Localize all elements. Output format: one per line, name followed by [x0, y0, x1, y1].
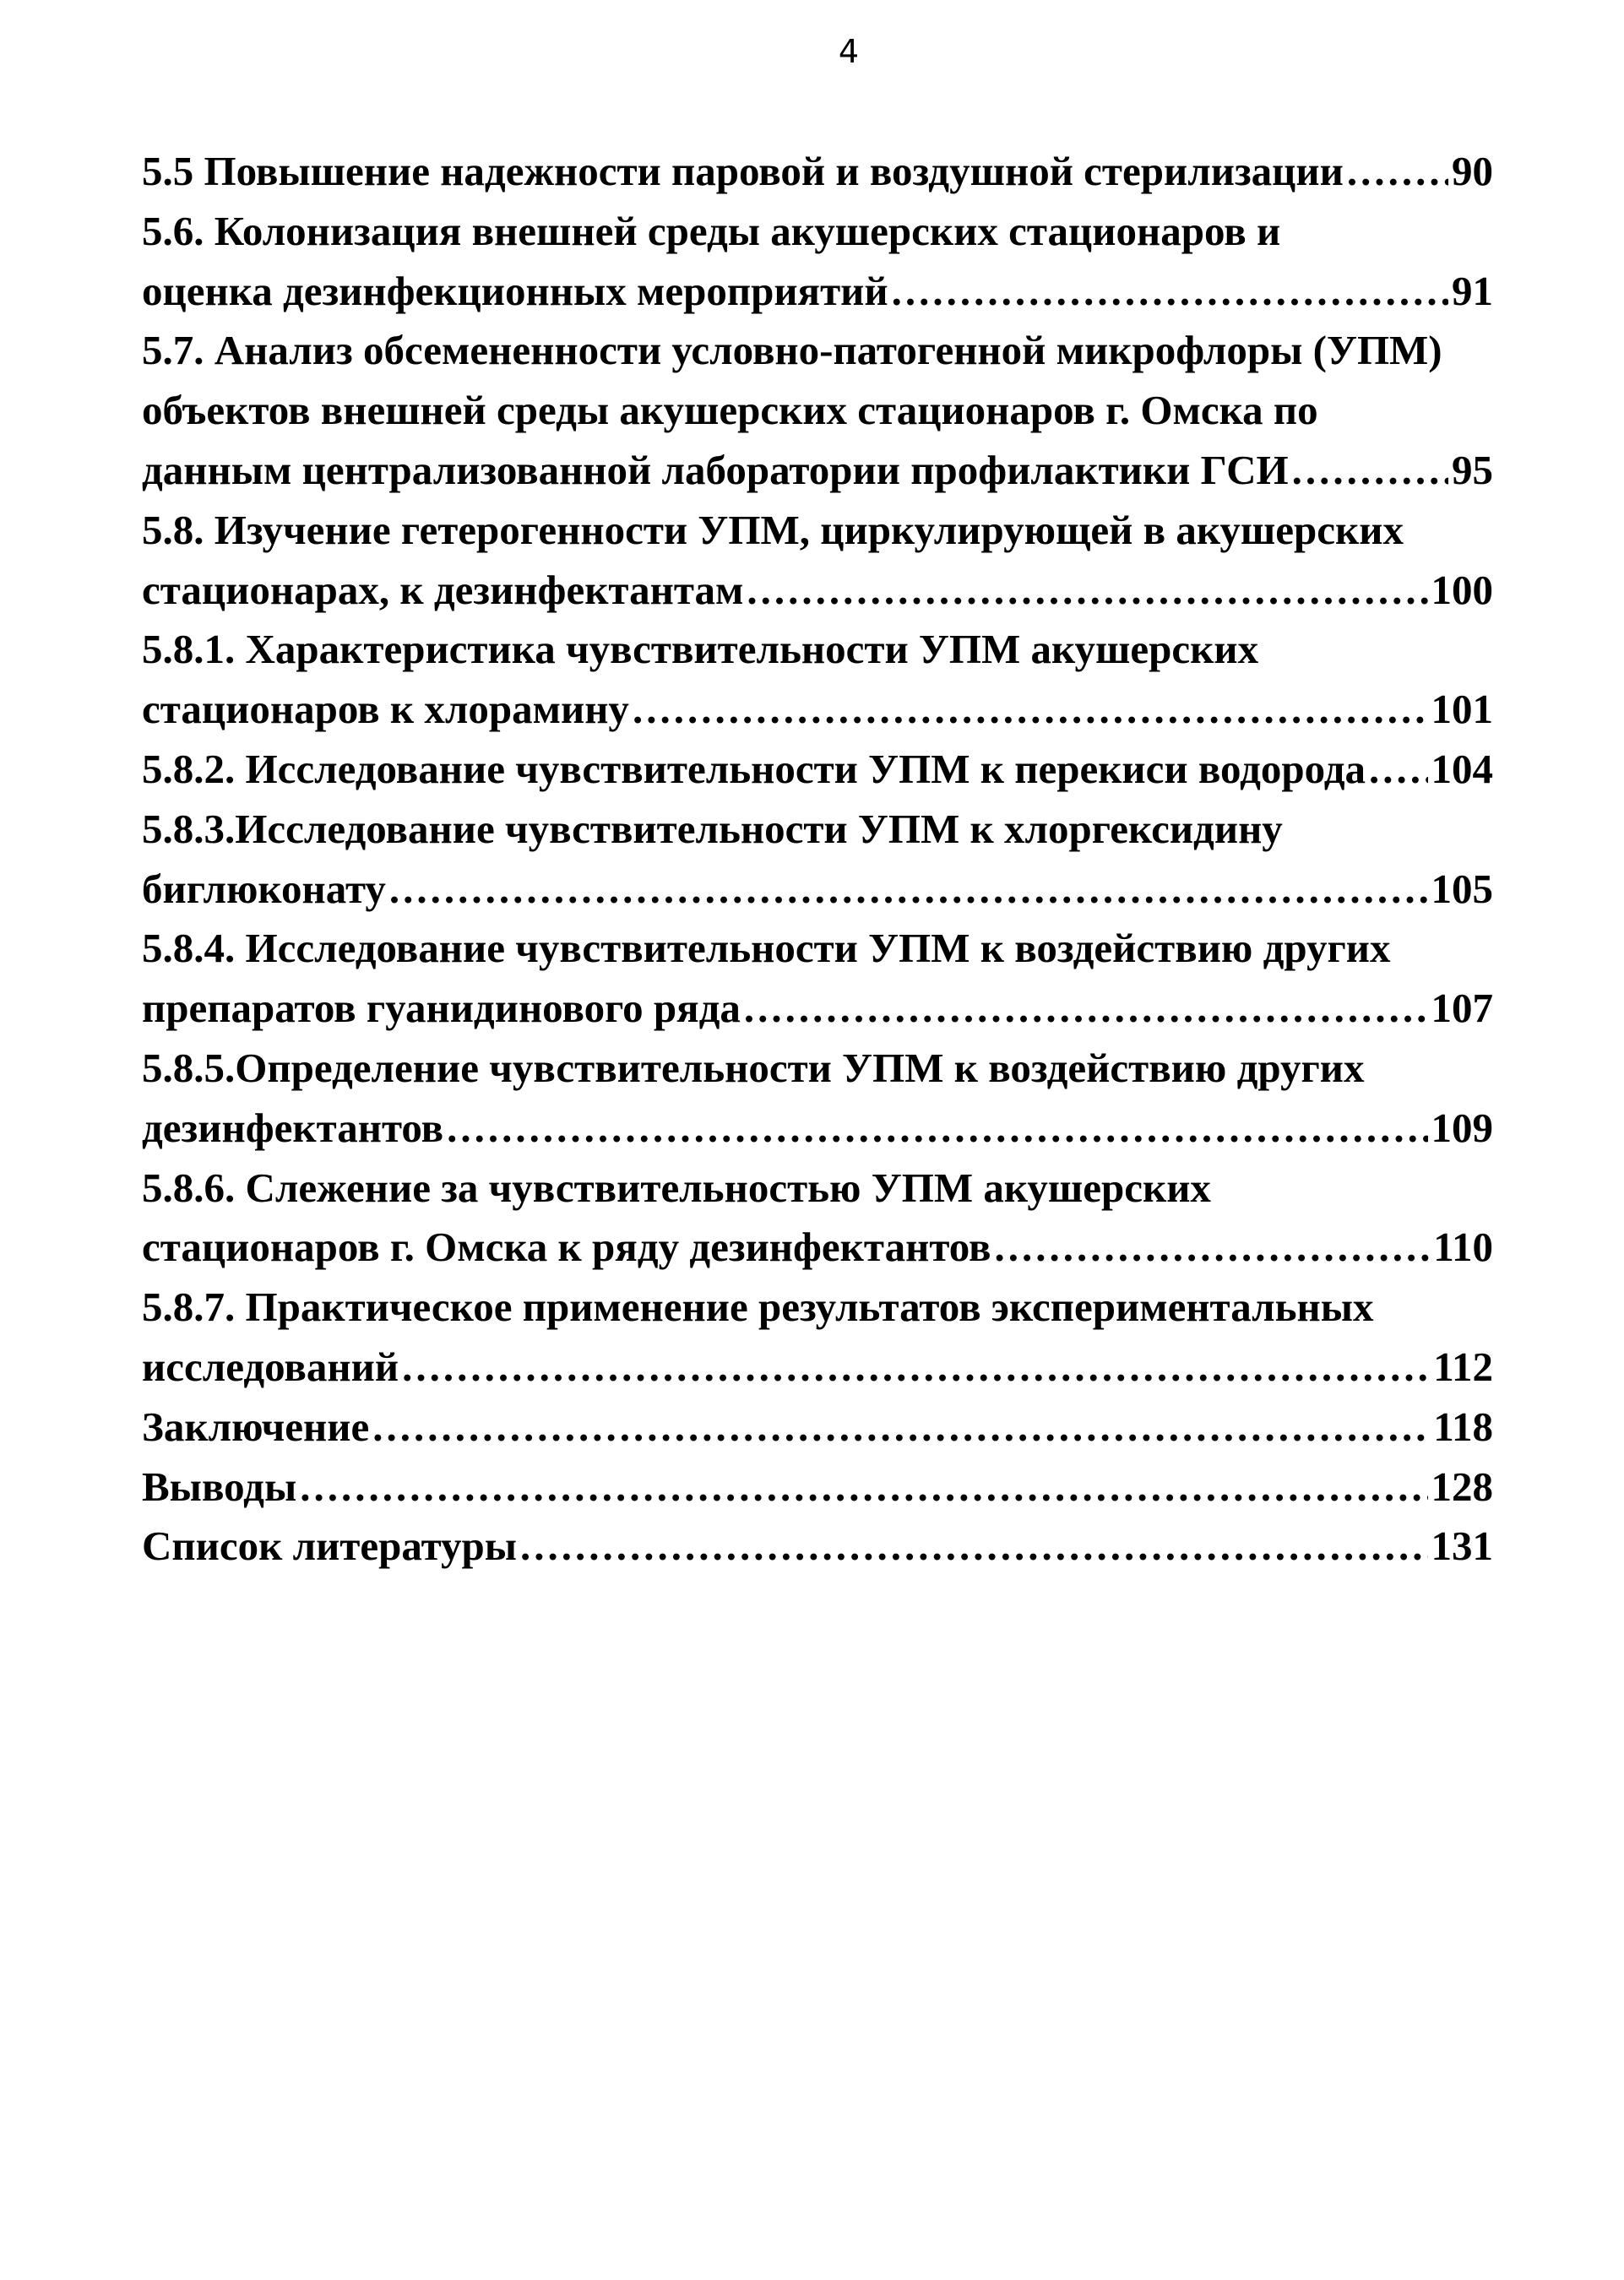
dot-leader — [300, 1458, 1427, 1517]
toc-page-number: 110 — [1433, 1224, 1493, 1271]
toc-line — [142, 321, 1493, 381]
toc-entry-title: данным централизованной лаборатории профилактики ГСИ — [142, 446, 1289, 493]
dot-leader — [994, 1218, 1430, 1278]
toc-line — [142, 142, 1493, 202]
toc-page-number: 101 — [1431, 686, 1493, 733]
toc-entry — [142, 800, 1493, 920]
toc-entry — [142, 1159, 1493, 1278]
toc-page-number: 104 — [1431, 745, 1493, 792]
dot-leader — [372, 1398, 1430, 1458]
toc-line — [142, 919, 1493, 979]
toc-line — [142, 620, 1493, 680]
dot-leader — [520, 1517, 1427, 1577]
toc-line — [142, 680, 1493, 740]
toc-entry-title: 5.8.1. Характеристика чувствительности УПМ акушерских — [142, 626, 1259, 673]
toc-line — [142, 1338, 1493, 1398]
toc-entry — [142, 1278, 1493, 1398]
toc-line — [142, 1517, 1493, 1577]
toc-entry-title: препаратов гуанидинового ряда — [142, 985, 741, 1032]
toc-line — [142, 1099, 1493, 1159]
toc-entry-title: Заключение — [142, 1403, 370, 1450]
toc-entry — [142, 1458, 1493, 1517]
toc-page-number: 112 — [1433, 1343, 1493, 1390]
toc-entry-title: Выводы — [142, 1463, 297, 1510]
toc-entry-title: стационаров к хлорамину — [142, 686, 629, 733]
dot-leader — [1292, 441, 1448, 501]
toc-page-number: 109 — [1431, 1104, 1493, 1151]
dot-leader — [633, 680, 1428, 740]
page-number: 4 — [838, 33, 860, 70]
toc-line — [142, 1398, 1493, 1458]
toc-page-number: 100 — [1431, 566, 1493, 613]
toc-entry — [142, 202, 1493, 322]
dot-leader — [402, 1338, 1430, 1398]
toc-entry — [142, 1517, 1493, 1577]
toc-entry — [142, 1039, 1493, 1159]
toc-line — [142, 1159, 1493, 1219]
toc-line — [142, 1039, 1493, 1099]
toc-entry-title: стационаров г. Омска к ряду дезинфектантов — [142, 1224, 991, 1271]
toc-line — [142, 262, 1493, 322]
toc-entry-title: оценка дезинфекционных мероприятий — [142, 267, 888, 314]
toc-entry — [142, 620, 1493, 740]
toc-entry-title: 5.8.4. Исследование чувствительности УПМ к воздействию других — [142, 925, 1391, 972]
table-of-contents — [142, 142, 1493, 1577]
toc-page-number: 90 — [1452, 148, 1493, 194]
toc-line — [142, 441, 1493, 501]
toc-entry-title: объектов внешней среды акушерских стационаров г. Омска по — [142, 387, 1318, 434]
toc-page-number: 118 — [1433, 1403, 1493, 1450]
dot-leader — [892, 262, 1448, 322]
toc-entry-title: исследований — [142, 1343, 399, 1390]
toc-page-number: 91 — [1452, 267, 1493, 314]
toc-entry-title: 5.8.3.Исследование чувствительности УПМ к хлоргексидину — [142, 805, 1283, 852]
toc-entry-title: биглюконату — [142, 865, 386, 912]
toc-page-number: 128 — [1431, 1463, 1493, 1510]
toc-line — [142, 1278, 1493, 1338]
toc-entry — [142, 919, 1493, 1039]
toc-entry — [142, 321, 1493, 500]
toc-entry-title: 5.5 Повышение надежности паровой и воздушной стерилизации — [142, 148, 1344, 194]
dot-leader — [744, 979, 1428, 1039]
toc-line — [142, 1458, 1493, 1517]
toc-entry-title: 5.8.6. Слежение за чувствительностью УПМ акушерских — [142, 1164, 1211, 1211]
dot-leader — [1369, 740, 1427, 800]
toc-entry — [142, 142, 1493, 202]
toc-entry-title: 5.8. Изучение гетерогенности УПМ, циркулирующей в акушерских — [142, 506, 1404, 553]
dot-leader — [1347, 142, 1448, 202]
toc-line — [142, 740, 1493, 800]
toc-entry — [142, 501, 1493, 621]
toc-line — [142, 501, 1493, 561]
toc-entry-title: 5.6. Колонизация внешней среды акушерских стационаров и — [142, 207, 1281, 254]
toc-line — [142, 860, 1493, 920]
dot-leader — [389, 860, 1428, 920]
toc-page-number: 131 — [1431, 1523, 1493, 1570]
toc-line — [142, 381, 1493, 441]
toc-page-number: 95 — [1452, 446, 1493, 493]
toc-page-number: 105 — [1431, 865, 1493, 912]
toc-entry — [142, 740, 1493, 800]
toc-line — [142, 979, 1493, 1039]
toc-entry — [142, 1398, 1493, 1458]
toc-line — [142, 561, 1493, 621]
toc-entry-title: стационарах, к дезинфектантам — [142, 566, 744, 613]
toc-entry-title: 5.8.7. Практическое применение результатов экспериментальных — [142, 1284, 1374, 1331]
dot-leader — [447, 1099, 1427, 1159]
toc-entry-title: 5.8.5.Определение чувствительности УПМ к воздействию других — [142, 1044, 1365, 1091]
dot-leader — [747, 561, 1427, 621]
toc-entry-title: Список литературы — [142, 1523, 518, 1570]
toc-line — [142, 202, 1493, 262]
toc-line — [142, 800, 1493, 860]
toc-entry-title: 5.8.2. Исследование чувствительности УПМ к перекиси водорода — [142, 745, 1366, 792]
toc-line — [142, 1218, 1493, 1278]
toc-page-number: 107 — [1431, 985, 1493, 1032]
toc-entry-title: дезинфектантов — [142, 1104, 444, 1151]
toc-entry-title: 5.7. Анализ обсемененности условно-патогенной микрофлоры (УПМ) — [142, 327, 1442, 374]
